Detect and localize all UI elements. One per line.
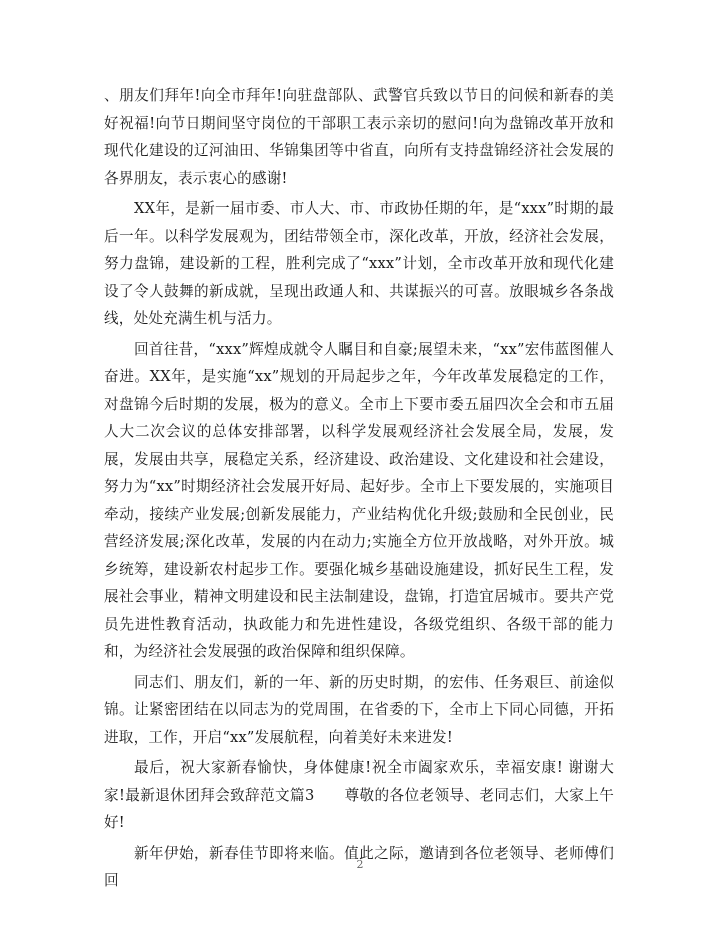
page-number: 2 bbox=[356, 858, 364, 871]
document-body bbox=[104, 82, 614, 895]
paragraph-closing: 最后，祝大家新春愉快，身体健康!祝全市阖家欢乐，幸福安康! 谢谢大家!最新退休团拜会致辞范文篇3 尊敬的各位老领导、老同志们，大家上午好! bbox=[104, 759, 614, 831]
paragraph-outlook: 回首往昔，“xxx”辉煌成就令人瞩目和自豪;展望未来，“xx”宏伟蓝图催人奋进。XX年，是实施“xx”规划的开局起步之年，今年改革发展稳定的工作，对盘锦今后时期的发展，极为的意义。全市上下要市委五届四次全会和市五届人大二次会议的总体安排部署，以科学发展观经济社会发展全局，发展，发展，发展由共享，展稳定关系，经济建设、政治建设、文化建设和社会建设，努力为“xx”时期经济社会发展开好局、起好步。全市上下要发展的，实施项目牵动，接续产业发展;创新发展能力，产业结构优化升级;鼓励和全民创业，民营经济发展;深化改革，发展的内在动力;实施全方位开放战略，对外开放。城乡统筹，建设新农村起步工作。要强化城乡基础设施建设，抓好民生工程，发展社会事业，精神文明建设和民主法制建设，盘锦，打造宜居城市。要共产党员先进性教育活动，执政能力和先进性建设，各级党组织、各级干部的能力和，为经济社会发展强的政治保障和组织保障。 bbox=[104, 340, 614, 660]
paragraph-call-to-action: 同志们、朋友们，新的一年、新的历史时期，的宏伟、任务艰巨、前途似锦。让紧密团结在以同志为的党周围，在省委的下，全市上下同心同德，开拓进取，工作，开启“xx”发展航程，向着美好未来进发! bbox=[104, 673, 614, 746]
paragraph-greetings: 、朋友们拜年!向全市拜年!向驻盘部队、武警官兵致以节日的问候和新春的美好祝福!向节日期间坚守岗位的干部职工表示亲切的慰问!向为盘锦改革开放和现代化建设的辽河油田、华锦集团等中省直，向所有支持盘锦经济社会发展的各界朋友，表示衷心的感谢! bbox=[104, 87, 614, 187]
paragraph-new-speech-start: 新年伊始，新春佳节即将来临。值此之际，邀请到各位老领导、老师傅们回 bbox=[104, 844, 614, 889]
paragraph-year-review: XX年，是新一届市委、市人大、市、市政协任期的年，是“xxx”时期的最后一年。以科学发展观为，团结带领全市，深化改革，开放，经济社会发展，努力盘锦，建设新的工程，胜利完成了“xxx”计划，全市改革开放和现代化建设了令人鼓舞的新成就，呈现出政通人和、共谋振兴的可喜。放眼城乡各条战线，处处充满生机与活力。 bbox=[104, 200, 614, 327]
